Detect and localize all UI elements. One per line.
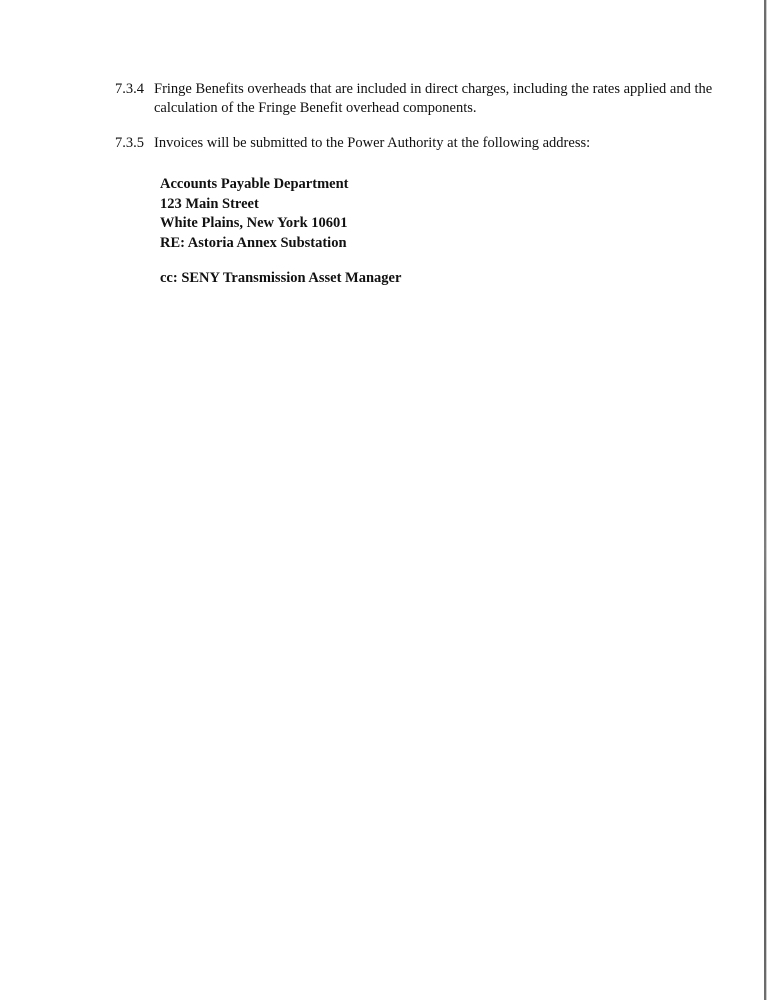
clause-text: Invoices will be submitted to the Power Authority at the following address: bbox=[154, 135, 591, 151]
clause-number: 7.3.4 bbox=[115, 81, 144, 97]
address-line-department: Accounts Payable Department bbox=[160, 176, 349, 192]
address-line-street: 123 Main Street bbox=[160, 195, 259, 212]
cc-line: cc: SENY Transmission Asset Manager bbox=[160, 270, 402, 286]
address-line-reference: RE: Astoria Annex Substation bbox=[160, 234, 347, 251]
mailing-address-block bbox=[160, 175, 348, 253]
address-line-city: White Plains, New York 10601 bbox=[160, 215, 348, 231]
clause-number: 7.3.5 bbox=[115, 135, 144, 151]
clause-text: Fringe Benefits overheads that are included in direct charges, including the rates applied and the calculation of the Fringe Benefit overhead components. bbox=[154, 81, 713, 116]
scan-edge-shadow bbox=[766, 0, 767, 1000]
